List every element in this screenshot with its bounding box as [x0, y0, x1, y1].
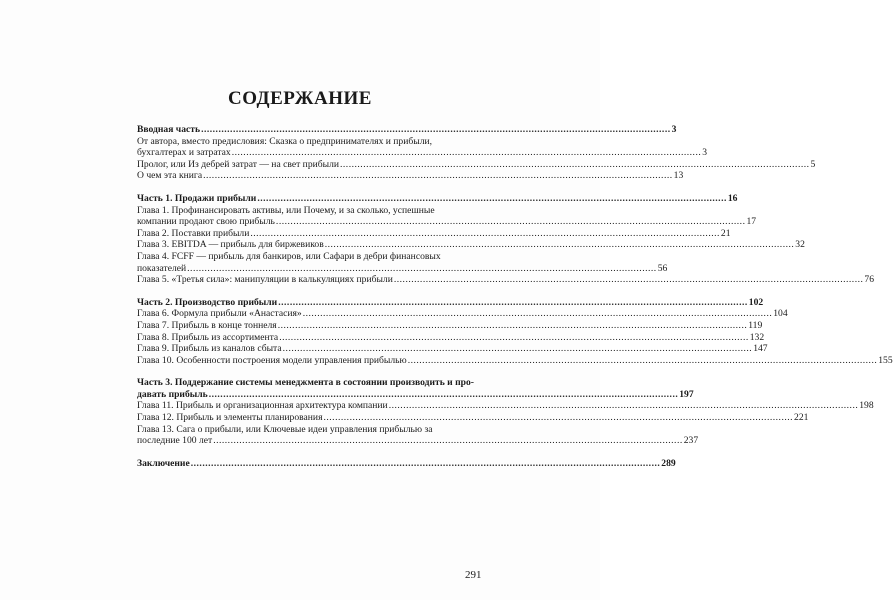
toc-entry-foreword-line1: От автора, вместо предисловия: Сказка о предпринимателях и прибыли,: [137, 135, 433, 147]
toc-entry-ch10: Глава 10. Особенности построения модели управления прибылью .................................................................................................................................................................. 155: [137, 354, 893, 366]
toc-entry-ch13-line1: Глава 13. Сага о прибыли, или Ключевые идеи управления прибылью за: [137, 423, 433, 435]
toc-entry-part2-head: Часть 2. Производство прибыли .................................................................................................................................................................. 102: [137, 296, 764, 308]
toc-entry-ch3: Глава 3. EBITDA — прибыль для биржевиков .................................................................................................................................................................. 32: [137, 239, 805, 251]
toc-entry-foreword-line2: бухгалтерах и затратах .................................................................................................................................................................. 3: [137, 147, 708, 159]
toc-entry-conclusion: Заключение .................................................................................................................................................................. 289: [137, 457, 676, 469]
toc-entry-ch2: Глава 2. Поставки прибыли .................................................................................................................................................................. 21: [137, 227, 731, 239]
toc-entry-ch11: Глава 11. Прибыль и организационная архитектура компании .................................................................................................................................................................. 198: [137, 400, 874, 412]
table-of-contents: [137, 124, 893, 469]
toc-entry-ch4-line1: Глава 4. FCFF — прибыль для банкиров, или Сафари в дебри финансовых: [137, 250, 441, 262]
page-title: СОДЕРЖАНИЕ: [228, 88, 372, 109]
toc-entry-ch7: Глава 7. Прибыль в конце тоннеля .................................................................................................................................................................. 119: [137, 319, 763, 331]
toc-entry-ch8: Глава 8. Прибыль из ассортимента .................................................................................................................................................................. 132: [137, 331, 765, 343]
toc-entry-ch1-line2: компании продают свою прибыль .................................................................................................................................................................. 17: [137, 216, 757, 228]
toc-entry-ch9: Глава 9. Прибыль из каналов сбыта .................................................................................................................................................................. 147: [137, 343, 768, 355]
page-number: 291: [465, 569, 482, 581]
toc-entry-prologue: Пролог, или Из дебрей затрат — на свет прибыли .................................................................................................................................................................. 5: [137, 158, 816, 170]
toc-entry-ch4-line2: показателей .................................................................................................................................................................. 56: [137, 262, 668, 274]
toc-entry-part3-head-line1: Часть 3. Поддержание системы менеджмента в состоянии производить и про-: [137, 377, 474, 389]
toc-entry-ch6: Глава 6. Формула прибыли «Анастасия» .................................................................................................................................................................. 104: [137, 308, 788, 320]
toc-entry-ch13-line2: последние 100 лет .................................................................................................................................................................. 237: [137, 435, 699, 447]
toc-entry-part3-head-line2: давать прибыль .................................................................................................................................................................. 197: [137, 388, 694, 400]
toc-entry-ch1-line1: Глава 1. Профинансировать активы, или Почему, и за сколько, успешные: [137, 204, 435, 216]
toc-entry-about-book: О чем эта книга .................................................................................................................................................................. 13: [137, 170, 684, 182]
toc-entry-ch5: Глава 5. «Третья сила»: манипуляции в калькуляциях прибыли .................................................................................................................................................................. 76: [137, 274, 874, 286]
toc-entry-intro-head: Вводная часть .................................................................................................................................................................. 3: [137, 124, 677, 135]
toc-entry-part1-head: Часть 1. Продажи прибыли .................................................................................................................................................................. 16: [137, 192, 738, 204]
toc-entry-ch12: Глава 12. Прибыль и элементы планирования .................................................................................................................................................................. 221: [137, 412, 809, 424]
